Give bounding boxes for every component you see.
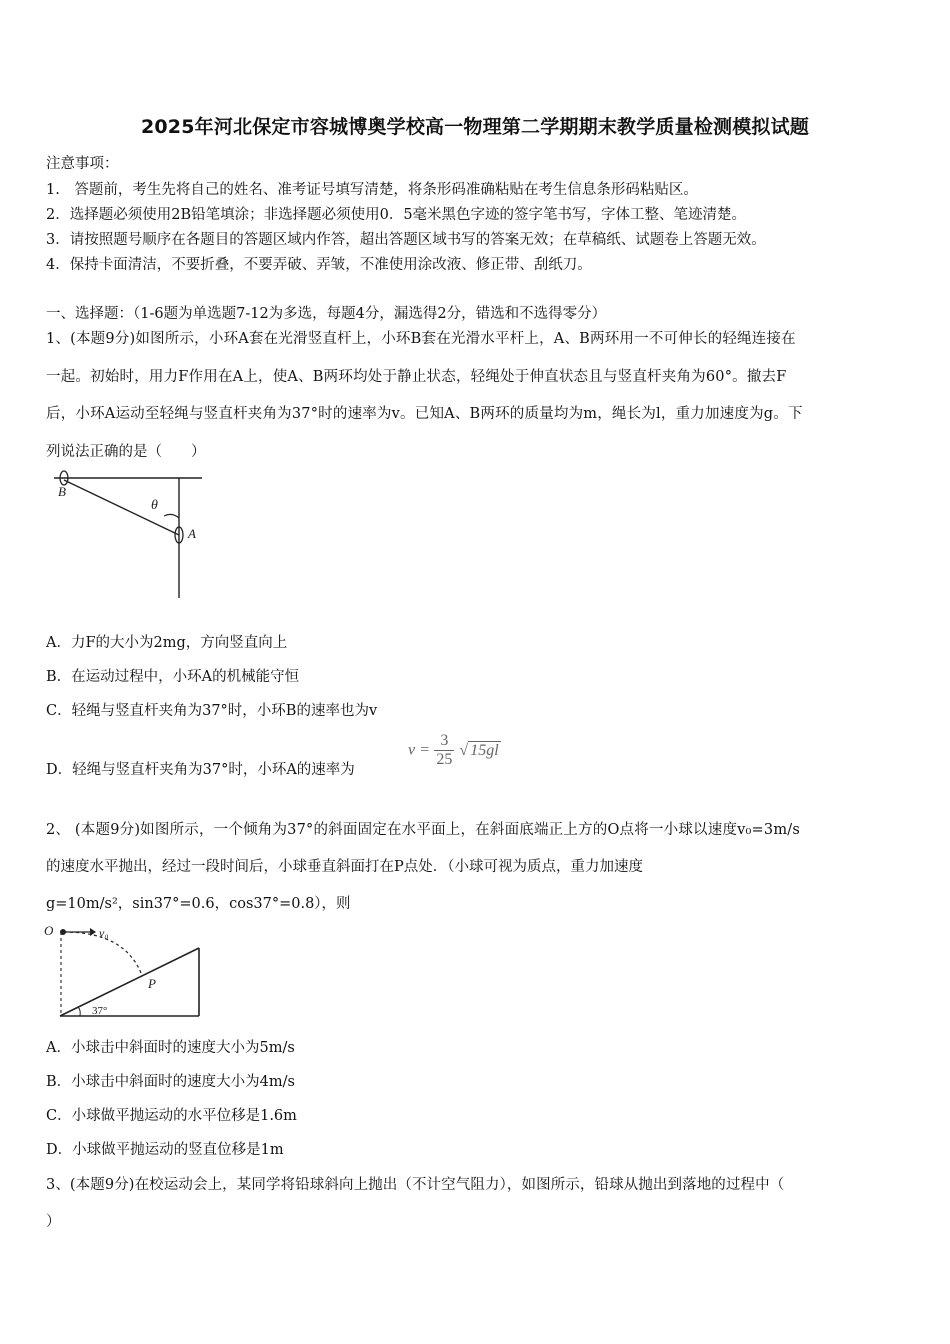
q1-text-line-4: 列说法正确的是（ ）: [46, 444, 206, 460]
q1-option-d-formula: [408, 732, 501, 769]
ball: [60, 929, 66, 935]
q2-figure: [44, 918, 208, 1022]
incline: [60, 948, 199, 1016]
q3-text-line-2: ）: [46, 1214, 61, 1230]
formula-fraction: [434, 732, 454, 769]
notice-item-3: 3．请按照题号顺序在各题目的答题区域内作答，超出答题区域书写的答案无效；在草稿纸、试题卷上答题无效。: [46, 232, 766, 248]
notice-item-2: 2．选择题必须使用2B铅笔填涂；非选择题必须使用0．5毫米黑色字迹的签字笔书写，字体工整、笔迹清楚。: [46, 207, 747, 223]
notice-item-1: 1. 答题前，考生先将自己的姓名、准考证号填写清楚，将条形码准确粘贴在考生信息条形码粘贴区。: [46, 182, 698, 198]
q1-option-c: C．轻绳与竖直杆夹角为37°时，小环B的速率也为v: [46, 703, 378, 719]
q1-text-line-2: 一起。初始时，用力F作用在A上，使A、B两环均处于静止状态，轻绳处于伸直状态且与竖直杆夹角为60°。撤去F: [46, 369, 787, 385]
formula-radicand: 15gl: [470, 741, 499, 759]
label-b: B: [58, 484, 66, 499]
q1-option-a: A．力F的大小为2mg，方向竖直向上: [46, 635, 288, 651]
formula-numerator: 3: [434, 732, 454, 751]
q2-option-d: D．小球做平抛运动的竖直位移是1m: [46, 1142, 284, 1158]
notice-item-4: 4．保持卡面清洁，不要折叠，不要弄破、弄皱，不准使用涂改液、修正带、刮纸刀。: [46, 257, 592, 273]
formula-equals: =: [420, 741, 430, 759]
label-o: O: [44, 923, 54, 938]
q2-option-a: A．小球击中斜面时的速度大小为5m/s: [46, 1040, 295, 1056]
page-title: 2025年河北保定市容城博奥学校高一物理第二学期期末教学质量检测模拟试题: [140, 116, 810, 138]
q3-text-line-1: 3、(本题9分)在校运动会上，某同学将铅球斜向上抛出（不计空气阻力），如图所示，铅球从抛出到落地的过程中（: [46, 1177, 785, 1193]
label-theta: θ: [151, 498, 158, 513]
q1-option-d: D．轻绳与竖直杆夹角为37°时，小环A的速率为: [46, 762, 355, 778]
q2-option-b: B．小球击中斜面时的速度大小为4m/s: [46, 1074, 295, 1090]
q2-option-c: C．小球做平抛运动的水平位移是1.6m: [46, 1108, 297, 1124]
q2-text-line-1: 2、 (本题9分)如图所示，一个倾角为37°的斜面固定在水平面上，在斜面底端正上方的O点将一小球以速度v₀=3m/s: [46, 822, 801, 838]
rope: [64, 480, 179, 535]
label-p: P: [148, 976, 156, 991]
q1-figure: [48, 466, 208, 602]
angle-arc: [78, 1007, 80, 1016]
q1-text-line-3: 后，小环A运动至轻绳与竖直杆夹角为37°时的速率为v。已知A、B两环的质量均为m，绳长为l，重力加速度为g。下: [46, 406, 803, 422]
q2-text-line-2: 的速度水平抛出，经过一段时间后，小球垂直斜面打在P点处．（小球可视为质点，重力加速度: [46, 859, 644, 875]
label-v0: v₀: [99, 926, 109, 940]
formula-v: v: [408, 741, 416, 759]
label-angle: 37°: [92, 1005, 108, 1017]
notice-heading: 注意事项：: [46, 156, 119, 172]
angle-arc: [164, 514, 179, 518]
label-a: A: [188, 526, 196, 541]
formula-denominator: 25: [436, 751, 453, 768]
q2-text-line-3: g=10m/s²，sin37°=0.6，cos37°=0.8），则: [46, 896, 351, 912]
velocity-arrowhead: [90, 928, 96, 936]
section-heading: 一、选择题：（1-6题为单选题7-12为多选，每题4分，漏选得2分，错选和不选得零分）: [46, 306, 607, 322]
q1-option-b: B．在运动过程中，小环A的机械能守恒: [46, 669, 300, 685]
q1-text-line-1: 1、(本题9分)如图所示，小环A套在光滑竖直杆上，小环B套在光滑水平杆上，A、B两环用一不可伸长的轻绳连接在: [46, 331, 796, 347]
formula-sqrt: √ 15gl: [459, 741, 499, 759]
